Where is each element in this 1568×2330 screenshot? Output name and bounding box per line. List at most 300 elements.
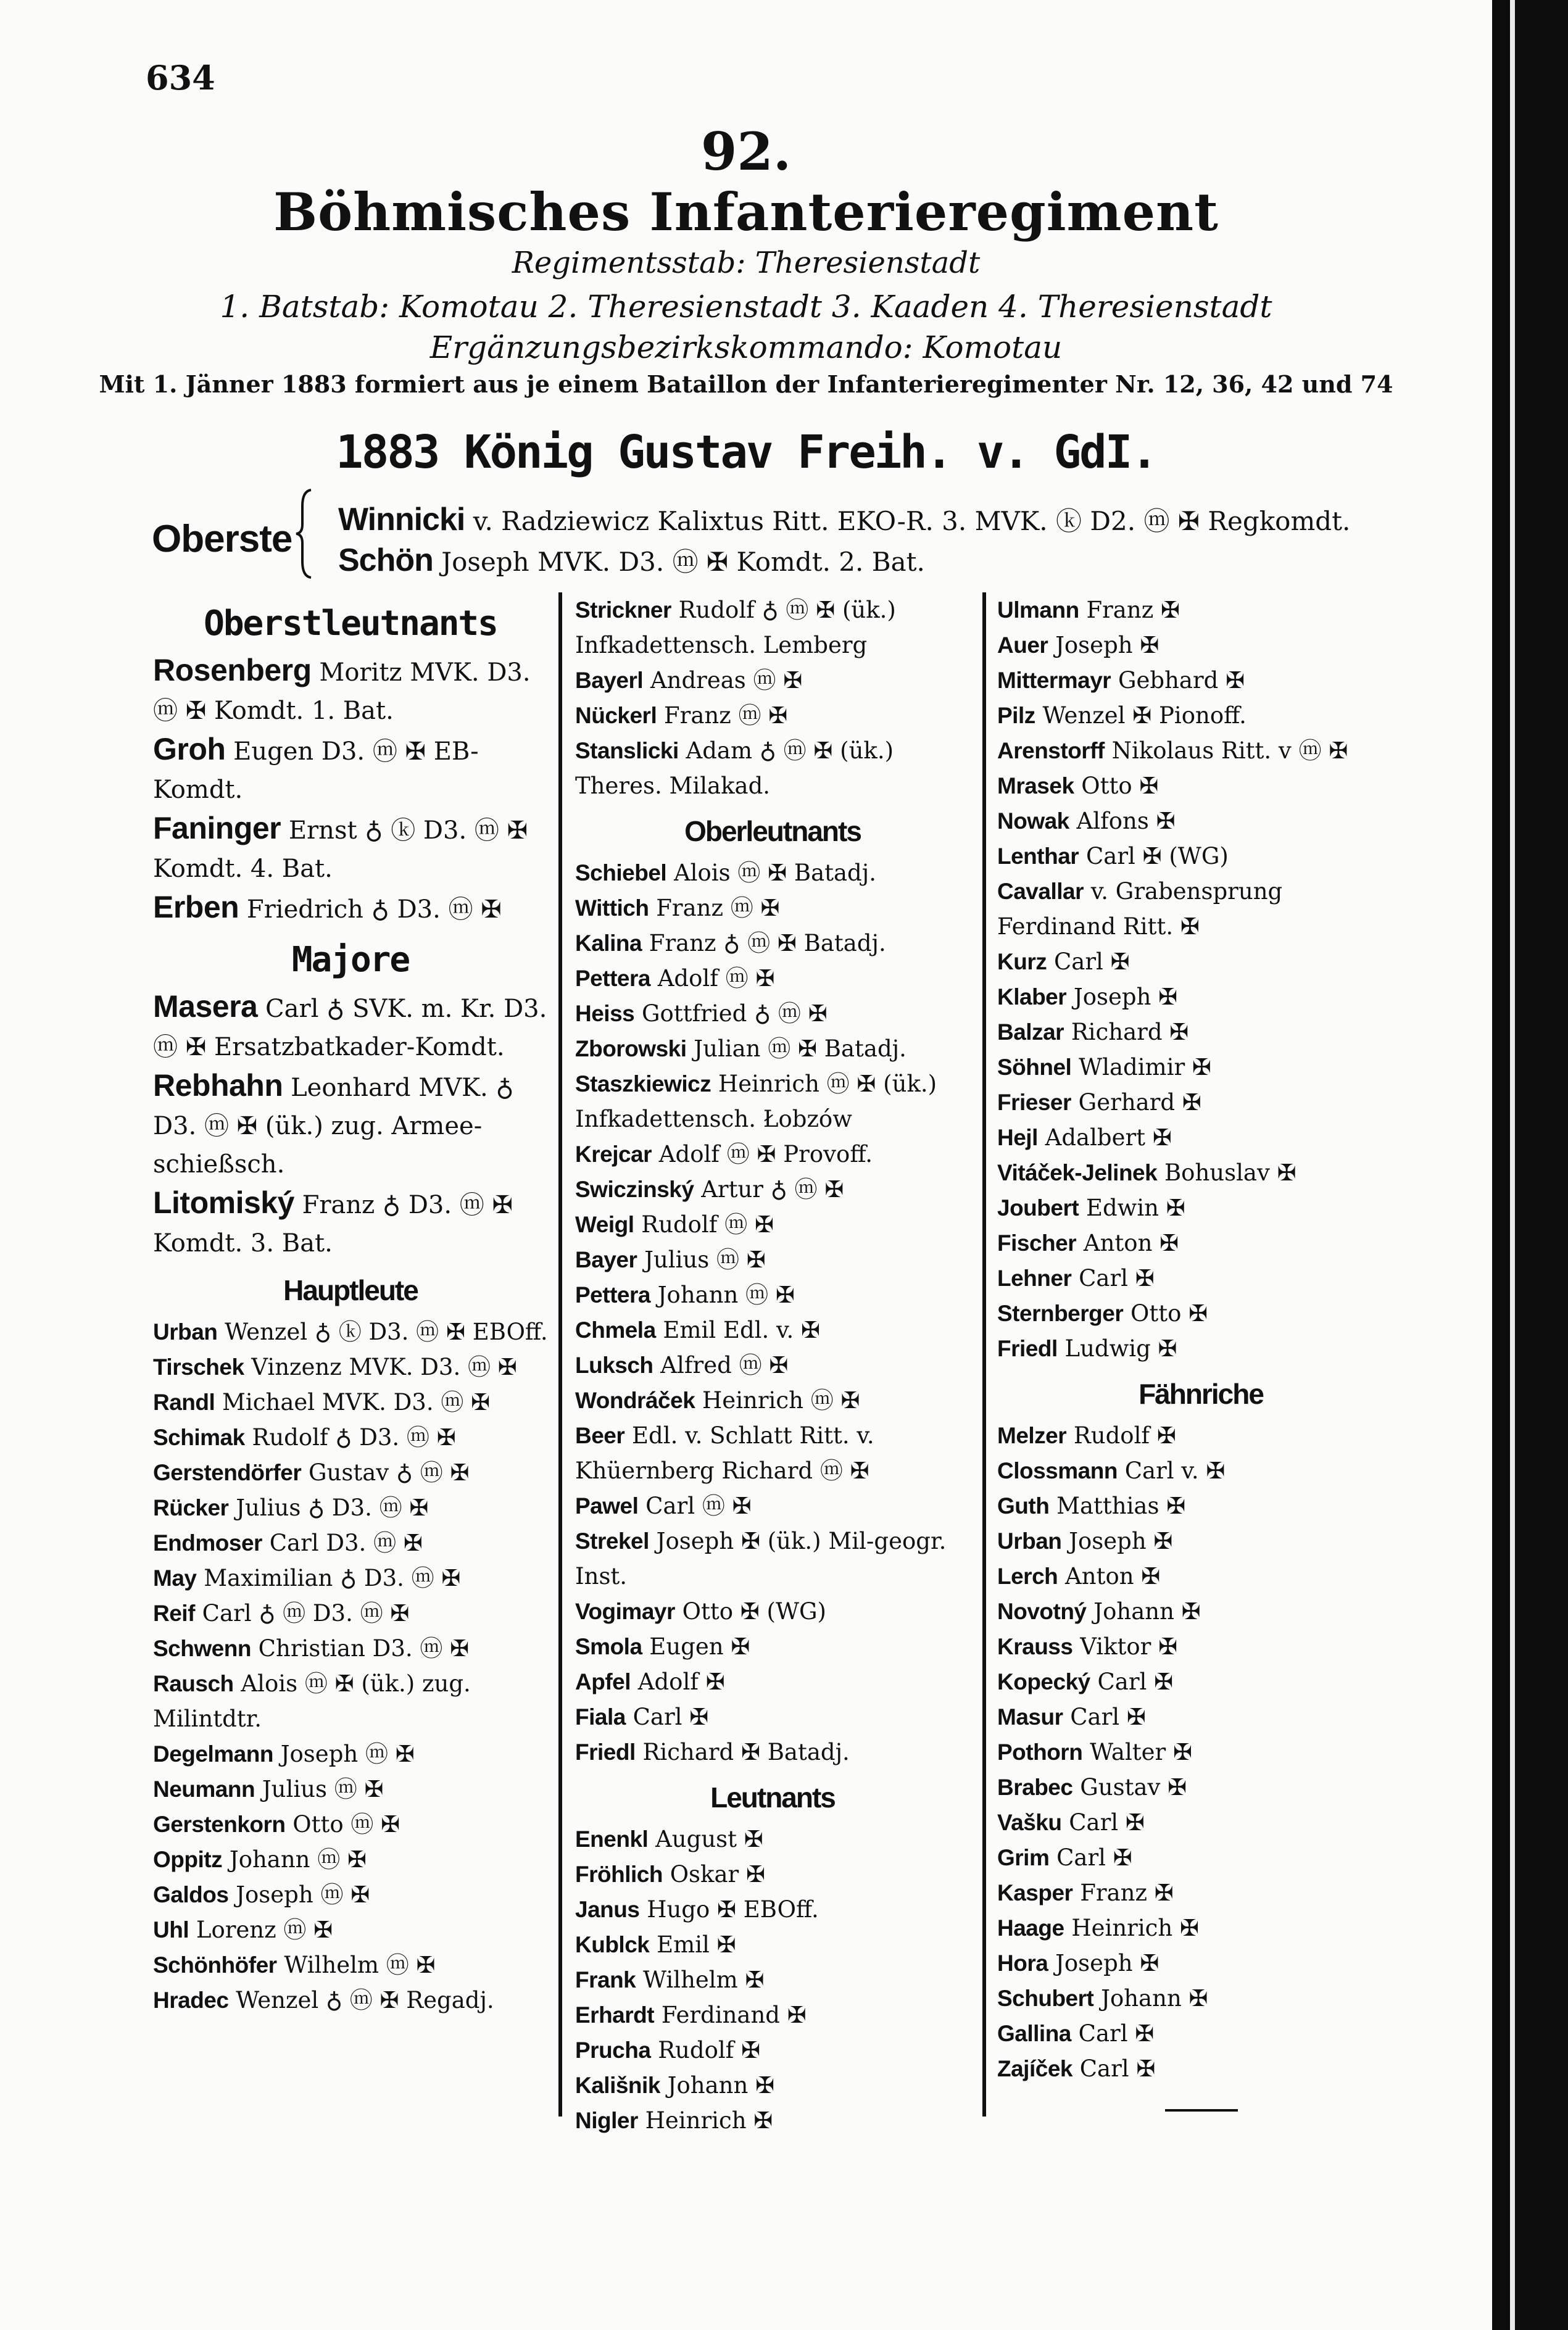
faehnriche-list <box>997 1418 1404 2086</box>
person-details: Carl v. ✠ <box>1117 1457 1226 1484</box>
roster-entry <box>575 1207 970 1242</box>
person-name: Tirschek <box>153 1354 244 1380</box>
roster-entry <box>997 1594 1404 1629</box>
person-details: Johann ✠ <box>660 2072 775 2099</box>
person-details: Joseph ✠ <box>1048 1950 1159 1976</box>
roster-entry <box>575 1312 970 1348</box>
person-name: Frieser <box>997 1090 1071 1115</box>
roster-entry <box>153 1561 548 1596</box>
roster-entry <box>997 1261 1404 1296</box>
person-details: Carl ⓜ ✠ <box>638 1493 752 1519</box>
scan-edge-line <box>1510 0 1515 2330</box>
person-name: Cavallar <box>997 879 1084 904</box>
person-details: Johann ✠ <box>1093 1985 1208 2012</box>
person-name: Apfel <box>575 1669 631 1694</box>
roster-entry <box>153 1947 548 1983</box>
person-details: Joseph ✠ (ük.) Mil-geogr. Inst. <box>575 1528 947 1590</box>
person-details: Franz ♁ ⓜ ✠ Batadj. <box>642 930 886 956</box>
roster-entry <box>997 1225 1404 1261</box>
regiment-number: 92. <box>700 121 792 182</box>
person-details: Anton ✠ <box>1076 1230 1179 1256</box>
person-name: Söhnel <box>997 1055 1072 1080</box>
person-details: Wilhelm ⓜ ✠ <box>276 1952 436 1978</box>
roster-entry <box>153 1912 548 1947</box>
person-details: Hugo ✠ EBOff. <box>639 1896 819 1923</box>
person-details: Carl ✠ <box>1063 1704 1146 1730</box>
roster-entry <box>575 1997 970 2033</box>
roster-entry <box>997 1946 1404 1981</box>
roster-entry <box>153 1490 548 1525</box>
person-details: Adalbert ✠ <box>1037 1124 1172 1151</box>
person-name: Kurz <box>997 949 1047 974</box>
roster-entry <box>997 839 1404 874</box>
person-details: Carl ✠ <box>1090 1669 1174 1695</box>
person-name: Hejl <box>997 1125 1038 1150</box>
person-name: Schubert <box>997 1986 1094 2011</box>
majore-list <box>153 987 548 1262</box>
person-name: May <box>153 1565 197 1591</box>
person-details: Michael MVK. D3. ⓜ ✠ <box>215 1389 491 1416</box>
person-details: Carl ✠ <box>1072 2055 1156 2082</box>
person-name: Brabec <box>997 1775 1073 1800</box>
person-name: Arenstorff <box>997 738 1105 763</box>
oberste-label: Oberste <box>152 518 292 560</box>
person-details: Matthias ✠ <box>1049 1493 1186 1519</box>
person-name: Frank <box>575 1967 636 1992</box>
person-name: Strickner <box>575 597 671 623</box>
person-name: Hradec <box>153 1988 229 2013</box>
person-name: Reif <box>153 1601 195 1626</box>
roster-entry <box>153 1877 548 1912</box>
person-details: Emil ✠ <box>649 1931 736 1958</box>
person-name: Kasper <box>997 1880 1073 1905</box>
regimentsstab-line: Regimentsstab: Theresienstadt <box>512 246 981 280</box>
person-name: Weigl <box>575 1212 634 1237</box>
person-details: Richard ✠ <box>1064 1019 1189 1045</box>
person-name: Krejcar <box>575 1142 652 1167</box>
oberst-entry <box>338 501 1350 538</box>
batstab-line: 1. Batstab: Komotau 2. Theresienstadt 3. Kaaden 4. Theresienstadt <box>220 289 1272 325</box>
person-details: Joseph ✠ <box>1066 984 1178 1010</box>
roster-entry <box>997 2051 1404 2086</box>
person-name: Erhardt <box>575 2002 655 2028</box>
section-heading-oberleutnants: Oberleutnants <box>684 815 861 847</box>
roster-entry <box>153 987 548 1066</box>
person-details: Gustav ✠ <box>1072 1774 1187 1801</box>
person-name: Ulmann <box>997 597 1079 623</box>
person-name: Mittermayr <box>997 668 1111 693</box>
roster-entry <box>997 1770 1404 1805</box>
roster-entry <box>997 1050 1404 1085</box>
roster-entry <box>575 1066 970 1137</box>
roster-entry <box>575 2033 970 2068</box>
person-name: Kopecký <box>997 1669 1090 1694</box>
ergaenzung-line: Ergänzungsbezirkskommando: Komotau <box>429 330 1063 365</box>
person-details: Richard ✠ Batadj. <box>635 1739 850 1765</box>
person-name: Guth <box>997 1493 1050 1519</box>
roster-entry <box>997 733 1404 768</box>
person-name: Litomiský <box>153 1185 294 1220</box>
person-name: Neumann <box>153 1777 255 1802</box>
leutnants-list <box>575 1822 970 2138</box>
person-name: Grim <box>997 1845 1050 1870</box>
roster-entry <box>575 1664 970 1699</box>
person-details: Heinrich ⓜ ✠ (ük.) Infkadettensch. Łobzów <box>575 1071 937 1132</box>
person-details: Bohuslav ✠ <box>1157 1159 1296 1186</box>
roster-entry <box>997 768 1404 803</box>
roster-entry <box>575 1629 970 1664</box>
roster-entry <box>153 1596 548 1631</box>
person-details: Artur ♁ ⓜ ✠ <box>694 1176 844 1203</box>
person-details: Joseph ⓜ ✠ <box>273 1741 415 1767</box>
person-name: Balzar <box>997 1019 1064 1045</box>
person-details: Carl ✠ <box>1061 1809 1145 1836</box>
person-name: Erben <box>153 890 239 924</box>
roster-entry <box>575 890 970 926</box>
person-details: Adam ♁ ⓜ ✠ (ük.) Theres. Milakad. <box>575 737 894 799</box>
person-details: Carl ✠ <box>625 1704 709 1730</box>
roster-entry <box>153 1385 548 1420</box>
person-name: Friedl <box>575 1739 636 1765</box>
roster-entry <box>153 809 548 888</box>
roster-entry <box>575 1277 970 1312</box>
person-details: Wenzel ♁ ⓚ D3. ⓜ ✠ EBOff. <box>217 1319 548 1345</box>
person-details: Carl ✠ <box>1071 2020 1155 2047</box>
person-name: Faninger <box>153 811 281 845</box>
person-details: Johann ⓜ ✠ <box>650 1282 795 1308</box>
person-details: Franz ✠ <box>1072 1880 1174 1906</box>
brace-icon <box>295 487 313 580</box>
roster-entry <box>575 1524 970 1594</box>
roster-entry <box>575 1137 970 1172</box>
person-details: Carl D3. ⓜ ✠ <box>262 1530 423 1556</box>
person-name: Oppitz <box>153 1847 223 1872</box>
person-details: Joseph ✠ <box>1061 1528 1173 1554</box>
person-name: Wondráček <box>575 1388 695 1413</box>
person-name: Pettera <box>575 966 650 991</box>
roster-entry <box>997 1840 1404 1875</box>
person-details: Emil Edl. v. ✠ <box>655 1317 821 1343</box>
section-heading-leutnants: Leutnants <box>710 1781 835 1814</box>
roster-entry <box>997 1805 1404 1840</box>
person-name: Klaber <box>997 984 1067 1010</box>
roster-entry <box>997 1524 1404 1559</box>
person-name: Hora <box>997 1951 1048 1976</box>
person-details: Carl ✠ <box>1049 1844 1132 1871</box>
roster-entry <box>997 1453 1404 1488</box>
person-name: Fröhlich <box>575 1862 663 1887</box>
person-name: Swiczinský <box>575 1177 694 1202</box>
roster-entry <box>575 1242 970 1277</box>
person-name: Winnicki <box>338 502 465 537</box>
section-heading-oberstleutnants: Oberstleutnants <box>204 603 497 644</box>
person-name: Janus <box>575 1897 640 1922</box>
person-name: Vitáček-Jelinek <box>997 1160 1158 1185</box>
person-details: Joseph ✠ <box>1048 632 1159 658</box>
person-details: Eugen ✠ <box>642 1633 750 1660</box>
roster-entry <box>153 1842 548 1877</box>
person-details: Wilhelm ✠ <box>636 1967 765 1993</box>
person-details: Eugen D3. ⓜ ✠ EB-Komdt. <box>153 737 479 804</box>
person-name: Urban <box>997 1528 1062 1554</box>
person-name: Schönhöfer <box>153 1952 277 1978</box>
roster-entry <box>997 1155 1404 1190</box>
person-name: Rausch <box>153 1671 234 1696</box>
roster-entry <box>575 1594 970 1629</box>
person-details: Franz ⓜ ✠ <box>657 702 788 729</box>
roster-entry <box>153 1455 548 1490</box>
person-details: Rudolf ♁ ⓜ ✠ (ük.) Infkadettensch. Lemberg <box>575 597 896 658</box>
person-name: Krauss <box>997 1634 1073 1659</box>
person-details: Moritz MVK. D3. ⓜ ✠ Komdt. 1. Bat. <box>153 658 531 725</box>
person-details: Joseph ⓜ ✠ <box>228 1881 370 1908</box>
person-name: Masur <box>997 1704 1063 1730</box>
person-details: Johann ⓜ ✠ <box>222 1846 367 1873</box>
person-name: Smola <box>575 1634 642 1659</box>
roster-entry <box>997 592 1404 628</box>
person-name: Urban <box>153 1319 218 1345</box>
roster-entry <box>997 944 1404 979</box>
roster-entry <box>153 1314 548 1349</box>
roster-entry <box>997 1014 1404 1050</box>
roster-entry <box>997 1981 1404 2016</box>
roster-entry <box>575 663 970 698</box>
person-details: Maximilian ♁ D3. ⓜ ✠ <box>196 1565 461 1591</box>
roster-entry <box>997 874 1404 944</box>
person-name: Pothorn <box>997 1739 1083 1765</box>
column-1 <box>153 592 548 2018</box>
person-name: Sternberger <box>997 1301 1124 1326</box>
person-name: Vogimayr <box>575 1599 675 1624</box>
person-details: Julius ⓜ ✠ <box>255 1776 384 1802</box>
person-details: Alois ⓜ ✠ (ük.) zug. Milintdtr. <box>153 1670 471 1732</box>
person-details: Rudolf ✠ <box>1066 1422 1176 1449</box>
person-name: Haage <box>997 1915 1064 1941</box>
formation-note: Mit 1. Jänner 1883 formiert aus je einem Bataillon der Infanterieregimenter Nr. 12, 36, 42 und 74 <box>99 370 1393 398</box>
roster-entry <box>997 1735 1404 1770</box>
person-details: Gebhard ✠ <box>1111 667 1245 694</box>
person-name: Endmoser <box>153 1530 262 1556</box>
roster-entry <box>997 1331 1404 1366</box>
person-details: Julius ♁ D3. ⓜ ✠ <box>228 1495 429 1521</box>
person-name: Gerstendörfer <box>153 1460 302 1485</box>
person-details: Joseph MVK. D3. ⓜ ✠ Komdt. 2. Bat. <box>433 547 925 577</box>
person-name: Kublck <box>575 1932 650 1957</box>
roster-entry <box>153 1807 548 1842</box>
roster-entry <box>575 855 970 890</box>
person-details: Carl ♁ SVK. m. Kr. D3. ⓜ ✠ Ersatzbatkader-Komdt. <box>153 995 547 1061</box>
person-details: v. Grabensprung Ferdinand Ritt. ✠ <box>997 878 1283 940</box>
section-heading-hauptleute: Hauptleute <box>283 1274 418 1306</box>
person-name: Pilz <box>997 703 1035 728</box>
roster-entry <box>575 592 970 663</box>
roster-entry <box>153 1736 548 1772</box>
person-name: Gerstenkorn <box>153 1812 286 1837</box>
roster-entry <box>153 730 548 809</box>
roster-entry <box>575 1699 970 1735</box>
roster-entry <box>153 1525 548 1561</box>
person-details: Rudolf ♁ D3. ⓜ ✠ <box>244 1424 456 1451</box>
column-divider <box>982 592 986 2116</box>
roster-entry <box>997 1296 1404 1331</box>
roster-entry <box>153 1666 548 1736</box>
person-name: Strekel <box>575 1528 649 1554</box>
roster-entry <box>575 698 970 733</box>
person-details: Wladimir ✠ <box>1071 1054 1211 1080</box>
person-name: Rosenberg <box>153 653 312 687</box>
person-name: Pettera <box>575 1282 650 1308</box>
person-name: Bayerl <box>575 668 644 693</box>
person-details: Carl ♁ ⓜ D3. ⓜ ✠ <box>194 1600 410 1627</box>
column-2 <box>575 592 970 2138</box>
roster-entry <box>997 1085 1404 1120</box>
person-name: Beer <box>575 1423 625 1448</box>
person-name: Degelmann <box>153 1741 273 1767</box>
person-name: Masera <box>153 989 258 1024</box>
person-details: Heinrich ✠ <box>1064 1915 1199 1941</box>
column-3 <box>997 592 1404 2086</box>
person-details: Julius ⓜ ✠ <box>637 1246 766 1273</box>
roster-entry <box>997 1875 1404 1910</box>
roster-entry <box>997 2016 1404 2051</box>
person-details: Gerhard ✠ <box>1071 1089 1201 1116</box>
roster-entry <box>153 651 548 730</box>
person-name: Nowak <box>997 808 1069 834</box>
person-name: Stanslicki <box>575 738 679 763</box>
person-name: Groh <box>153 732 226 766</box>
person-details: Otto ✠ <box>1074 773 1159 799</box>
person-name: Wittich <box>575 895 649 921</box>
person-name: Rebhahn <box>153 1068 283 1103</box>
person-name: Vašku <box>997 1810 1062 1835</box>
roster-entry <box>153 1184 548 1262</box>
roster-entry <box>997 628 1404 663</box>
roster-entry <box>575 1488 970 1524</box>
person-name: Galdos <box>153 1882 229 1907</box>
person-name: Zborowski <box>575 1036 687 1061</box>
person-name: Heiss <box>575 1001 635 1026</box>
person-details: Ludwig ✠ <box>1057 1335 1177 1362</box>
roster-entry <box>153 1772 548 1807</box>
person-details: Ferdinand ✠ <box>654 2002 807 2028</box>
roster-entry <box>575 1735 970 1770</box>
person-details: Julian ⓜ ✠ Batadj. <box>686 1035 906 1062</box>
person-details: Otto ⓜ ✠ <box>285 1811 400 1838</box>
person-details: Viktor ✠ <box>1072 1633 1178 1660</box>
person-details: Carl ✠ <box>1071 1265 1155 1291</box>
person-details: Walter ✠ <box>1082 1739 1192 1765</box>
person-name: Chmela <box>575 1317 656 1343</box>
person-details: Adolf ⓜ ✠ Provoff. <box>652 1141 873 1167</box>
person-name: Schwenn <box>153 1636 251 1661</box>
end-rule <box>1165 2109 1238 2112</box>
roster-entry <box>575 996 970 1031</box>
person-details: Otto ✠ <box>1123 1300 1208 1327</box>
roster-entry <box>575 2103 970 2138</box>
person-details: Franz ⓜ ✠ <box>649 895 780 921</box>
person-details: Franz ✠ <box>1079 597 1180 623</box>
person-details: Leonhard MVK. ♁ D3. ⓜ ✠ (ük.) zug. Armee-schießsch. <box>153 1074 514 1179</box>
person-details: Edwin ✠ <box>1079 1195 1185 1221</box>
person-details: Adolf ⓜ ✠ <box>650 965 775 992</box>
person-name: Schiebel <box>575 860 667 885</box>
person-name: Lerch <box>997 1564 1058 1589</box>
roster-entry <box>153 1631 548 1666</box>
person-name: Uhl <box>153 1917 189 1942</box>
roster-entry <box>153 1420 548 1455</box>
person-details: Carl ✠ <box>1047 948 1130 975</box>
person-name: Fischer <box>997 1230 1077 1256</box>
roster-entry <box>997 803 1404 839</box>
person-details: August ✠ <box>648 1826 763 1852</box>
roster-entry <box>575 733 970 803</box>
roster-entry <box>575 1031 970 1066</box>
person-name: Lenthar <box>997 844 1079 869</box>
person-details: Ernst ♁ ⓚ D3. ⓜ ✠ Komdt. 4. Bat. <box>153 816 528 883</box>
roster-entry <box>153 1983 548 2018</box>
roster-entry <box>575 961 970 996</box>
roster-entry <box>153 1066 548 1184</box>
person-name: Staszkiewicz <box>575 1071 711 1097</box>
person-details: Christian D3. ⓜ ✠ <box>251 1635 470 1662</box>
scan-edge <box>1492 0 1568 2330</box>
person-details: Heinrich ✠ <box>637 2107 773 2134</box>
person-details: Johann ✠ <box>1086 1598 1201 1625</box>
person-name: Schön <box>338 542 433 578</box>
person-details: Wenzel ✠ Pionoff. <box>1035 702 1247 729</box>
section-heading-majore: Majore <box>291 940 410 980</box>
person-details: Oskar ✠ <box>662 1861 765 1888</box>
hauptleute-list <box>153 1314 548 2018</box>
person-details: Gustav ♁ ⓜ ✠ <box>301 1459 470 1486</box>
person-name: Joubert <box>997 1195 1079 1221</box>
person-name: Gallina <box>997 2021 1071 2046</box>
person-name: Auer <box>997 632 1048 658</box>
person-details: Gottfried ♁ ⓜ ✠ <box>634 1000 828 1027</box>
person-name: Luksch <box>575 1353 653 1378</box>
person-details: Heinrich ⓜ ✠ <box>695 1387 860 1414</box>
regiment-title: Böhmisches Infanterieregiment <box>273 181 1219 243</box>
section-heading-faehnriche: Fähnriche <box>1139 1378 1263 1410</box>
person-details: Nikolaus Ritt. v ⓜ ✠ <box>1104 737 1348 764</box>
person-details: Alfred ⓜ ✠ <box>653 1352 789 1379</box>
roster-entry <box>575 1383 970 1418</box>
person-name: Kališnik <box>575 2073 660 2098</box>
person-name: Zajíček <box>997 2056 1072 2081</box>
person-details: Edl. v. Schlatt Ritt. v. Khüernberg Richard ⓜ ✠ <box>575 1422 874 1484</box>
person-name: Melzer <box>997 1423 1067 1448</box>
hauptleute-continued-list <box>575 592 970 803</box>
person-name: Nigler <box>575 2108 638 2133</box>
person-details: v. Radziewicz Kalixtus Ritt. EKO-R. 3. MVK. ⓚ D2. ⓜ ✠ Regkomdt. <box>465 506 1351 536</box>
roster-entry <box>997 1910 1404 1946</box>
roster-entry <box>997 1559 1404 1594</box>
roster-entry <box>997 698 1404 733</box>
leutnants-continued-list <box>997 592 1404 1366</box>
person-name: Randl <box>153 1390 215 1415</box>
roster-entry <box>575 1418 970 1488</box>
roster-entry <box>997 1629 1404 1664</box>
roster-entry <box>153 1349 548 1385</box>
roster-entry <box>575 1857 970 1892</box>
person-details: Otto ✠ (WG) <box>674 1598 826 1625</box>
roster-entry <box>575 926 970 961</box>
person-name: Pawel <box>575 1493 639 1519</box>
roster-entry <box>997 1418 1404 1453</box>
page-number: 634 <box>146 58 215 97</box>
roster-entry <box>575 1892 970 1927</box>
roster-entry <box>575 1822 970 1857</box>
